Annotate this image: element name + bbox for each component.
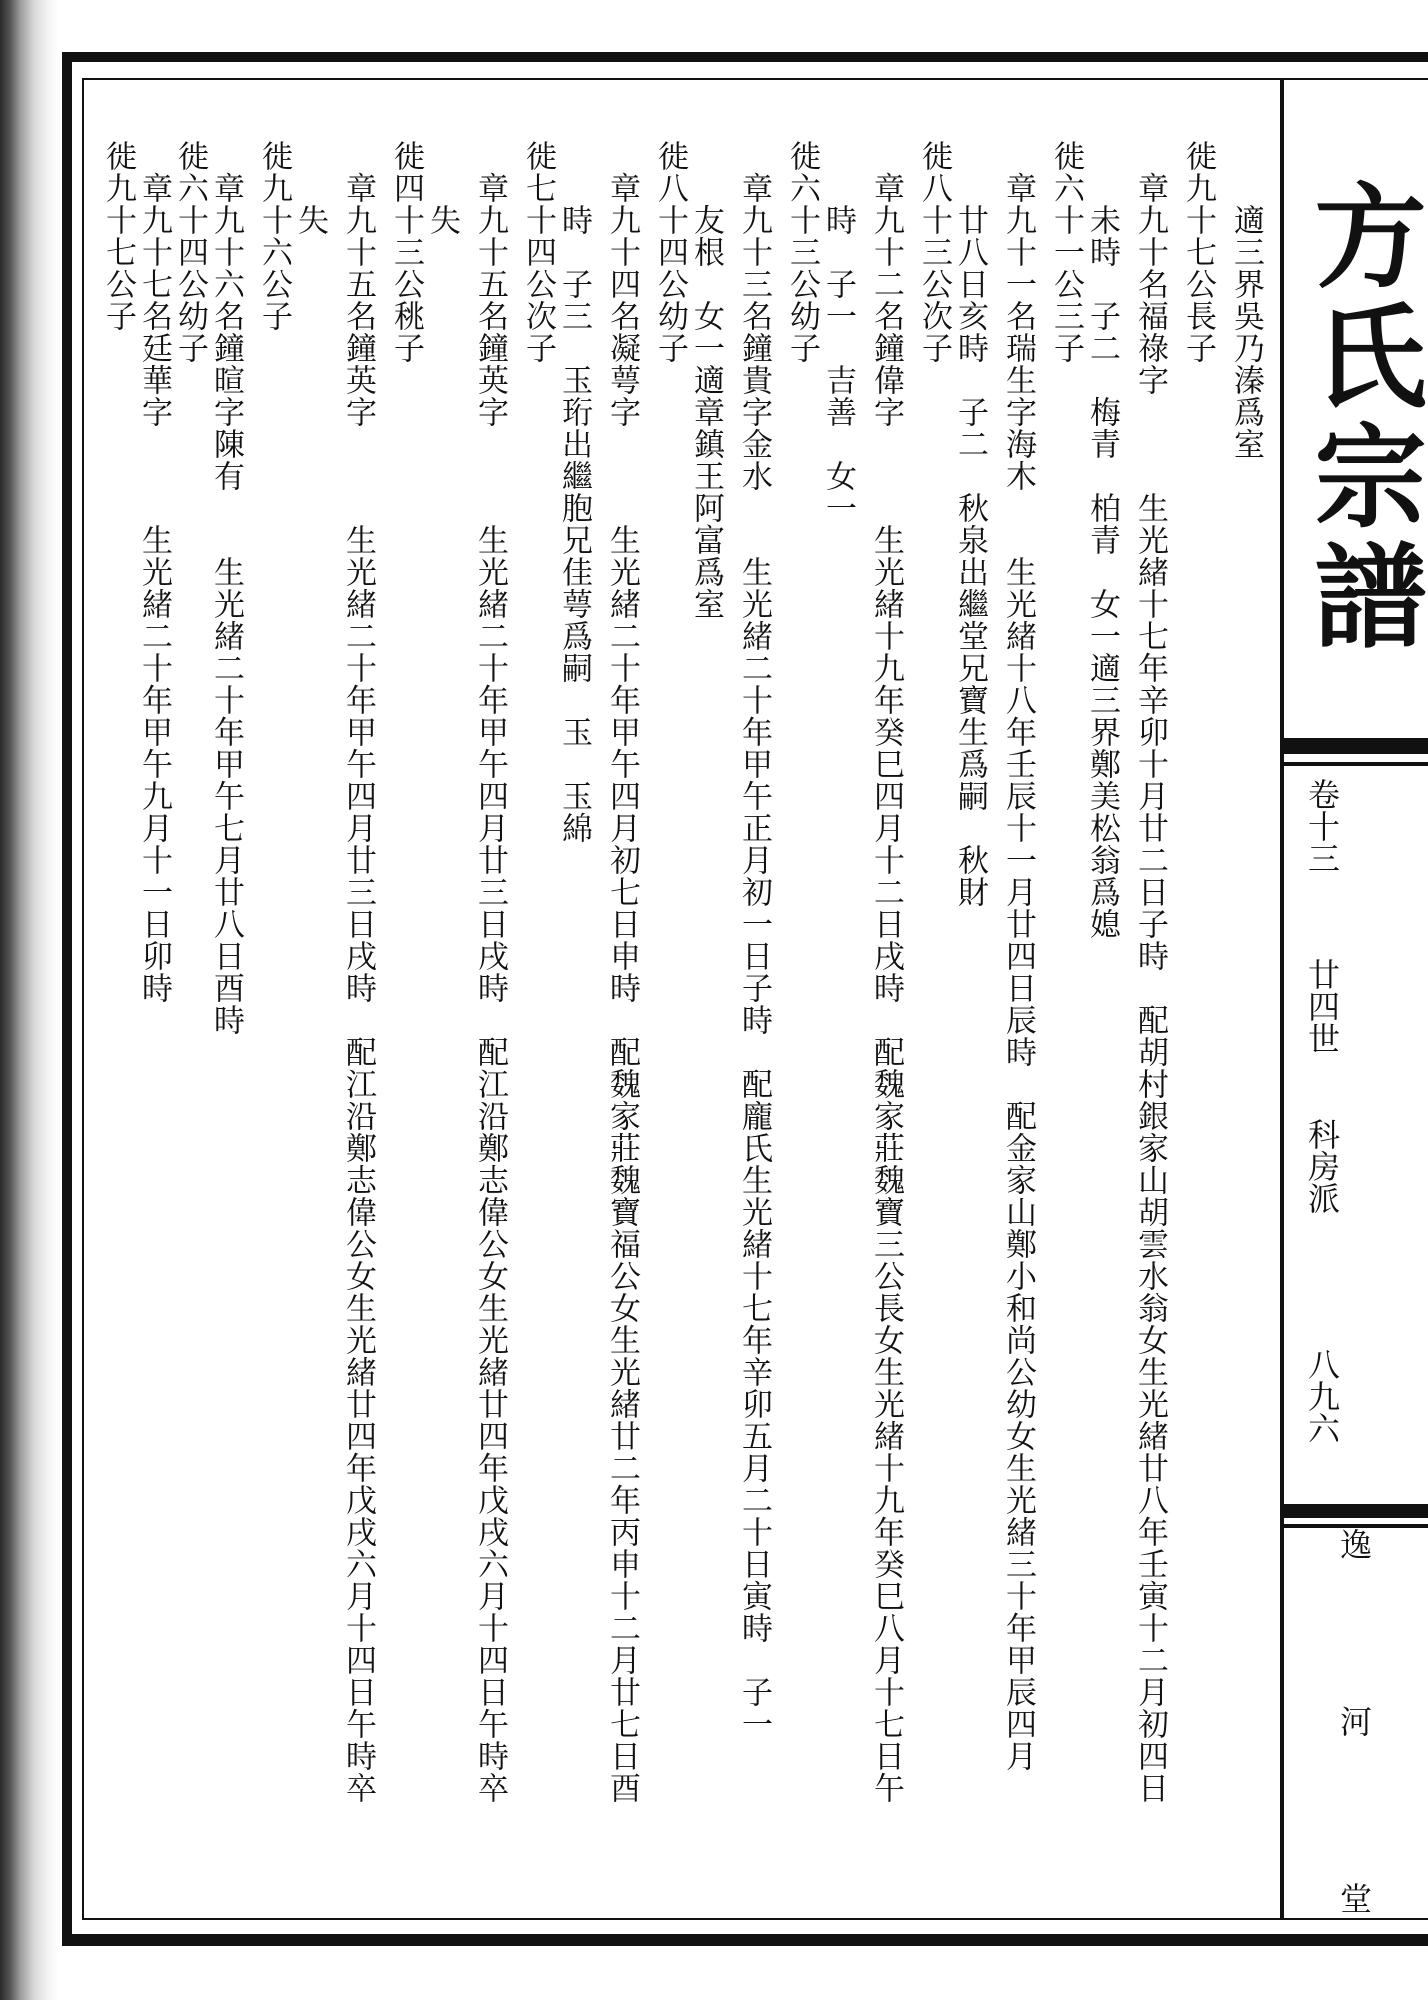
text-column: 徙九十七公子 [100, 140, 136, 332]
hall-name-char: 河 [1339, 1703, 1372, 1741]
text-column: 徙六十三公幼子 [784, 140, 820, 364]
text-column: 時 子三 玉珩出繼胞兄佳萼爲嗣 玉 玉綿 [556, 140, 592, 844]
text-column: 徙六十四公幼子 [172, 140, 208, 364]
text-column: 徙六十一公三子 [1048, 140, 1084, 364]
text-column: 徙八十四公幼子 [652, 140, 688, 364]
sidebar-rule-top-thin [1284, 762, 1428, 766]
text-column: 章九十七名廷華字 生光緒二十年甲午九月十一日卯時 [136, 140, 172, 1004]
text-column: 章九十五名鐘英字 生光緒二十年甲午四月廿三日戌時 配江沿鄭志偉公女生光緒廿四年戊戌六月十四日午時卒 [340, 140, 376, 1804]
text-column: 章九十名福祿字 生光緒十七年辛卯十月廿二日子時 配胡村銀家山胡雲水翁女生光緒廿八年壬寅十二月初四日 [1132, 140, 1168, 1804]
book-title: 方氏宗譜 [1296, 178, 1427, 658]
text-column: 失 [424, 140, 460, 236]
text-column: 友根 女一適章鎮王阿富爲室 [688, 140, 724, 620]
text-column: 適三界吳乃溱爲室 [1228, 140, 1264, 460]
hall-name-char: 堂 [1339, 1880, 1372, 1918]
text-column: 章九十一名瑞生字海木 生光緒十八年壬辰十一月廿四日辰時 配金家山鄭小和尚公幼女生光緒三十年甲辰四月 [1000, 140, 1036, 1772]
generation-label: 廿四世 [1303, 958, 1341, 1054]
sidebar-rule-bottom [1284, 1504, 1428, 1518]
text-column: 未時 子二 梅青 柏青 女一適三界鄭美松翁爲媳 [1084, 140, 1120, 940]
text-column: 失 [292, 140, 328, 236]
text-column: 章九十二名鐘偉字 生光緒十九年癸巳四月十二日戌時 配魏家莊魏寶三公長女生光緒十九年癸巳八月十七日午 [868, 140, 904, 1804]
branch-label: 科房派 [1303, 1118, 1341, 1214]
text-column: 章九十四名凝萼字 生光緒二十年甲午四月初七日申時 配魏家莊魏寶福公女生光緒廿二年丙申十二月廿七日酉 [604, 140, 640, 1804]
text-column: 徙四十三公䄻子 [388, 140, 424, 364]
genealogy-text-body [100, 140, 1270, 1910]
text-column: 徙八十三公次子 [916, 140, 952, 364]
page-edge-shadow [0, 0, 58, 2000]
text-column: 徙九十六公子 [256, 140, 292, 332]
text-column: 章九十六名鐘暄字陳有 生光緒二十年甲午七月廿八日酉時 [208, 140, 244, 1036]
sidebar-rule-top [1284, 738, 1428, 754]
page-number: 八九六 [1303, 1348, 1341, 1444]
text-column: 章九十三名鐘貴字金水 生光緒二十年甲午正月初一日子時 配龐氏生光緒十七年辛卯五月二十日寅時 子一 [736, 140, 772, 1740]
text-column: 章九十五名鐘英字 生光緒二十年甲午四月廿三日戌時 配江沿鄭志偉公女生光緒廿四年戊戌六月十四日午時卒 [472, 140, 508, 1804]
text-column: 徙七十四公次子 [520, 140, 556, 364]
text-column: 徙九十七公長子 [1180, 140, 1216, 364]
text-column: 廿八日亥時 子二 秋泉出繼堂兄寶生爲嗣 秋財 [952, 140, 988, 908]
hall-name [1326, 1520, 1386, 1920]
hall-name-char: 逸 [1339, 1526, 1372, 1564]
volume-label: 卷十三 [1303, 778, 1341, 874]
text-column: 時 子一 吉善 女一 [820, 140, 856, 524]
